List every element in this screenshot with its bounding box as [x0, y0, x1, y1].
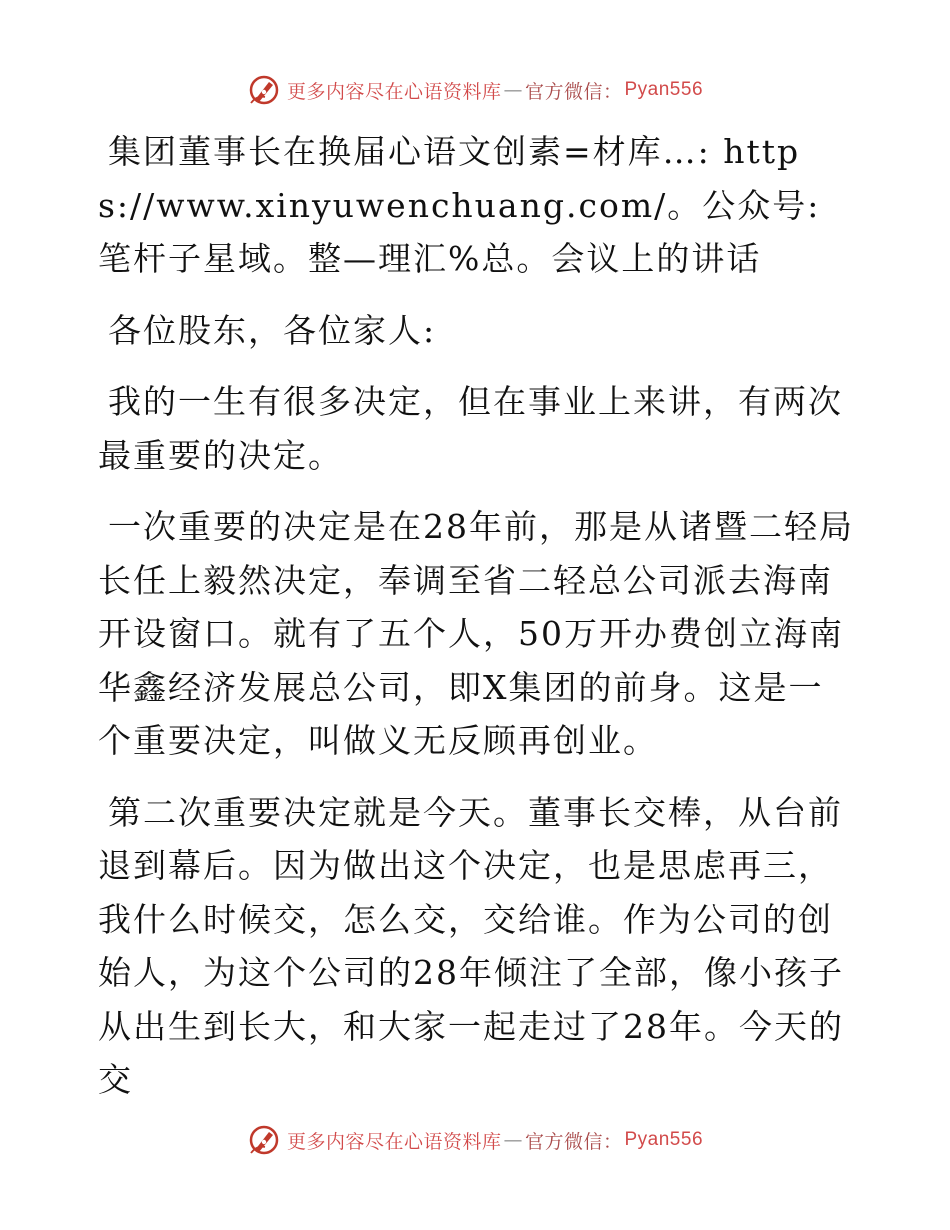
banner-wechat-label: 官方微信： [524, 1130, 623, 1153]
paragraph-first-decision: 一次重要的决定是在28年前，那是从诸暨二轻局长任上毅然决定，奉调至省二轻总公司派去海南开设窗口。就有了五个人，50万开办费创立海南华鑫经济发展总公司，即X集团的前身。这是一个重要决定，叫做义无反顾再创业。 [98, 507, 854, 760]
banner-wechat-handle: Pyan556 [624, 1129, 704, 1150]
banner-text [287, 1127, 703, 1154]
banner-wechat-label: 官方微信： [524, 80, 623, 103]
document-body [98, 125, 858, 1125]
paragraph-salutation: 各位股东，各位家人: [108, 310, 437, 350]
document-title: 集团董事长在换届心语文创素=材库…: https://www.xinyuwenchuang.com/。公众号: 笔杆子星域。整—理汇%总。会议上的讲话 [98, 132, 821, 278]
paragraph-two-decisions: 我的一生有很多决定，但在事业上来讲，有两次最重要的决定。 [98, 382, 843, 475]
footer-banner [0, 1120, 950, 1160]
banner-text [287, 77, 703, 104]
banner-separator: — [503, 1129, 523, 1151]
banner-separator: — [503, 79, 523, 101]
banner-wechat-handle: Pyan556 [624, 79, 704, 100]
header-banner [0, 70, 950, 110]
banner-slogan: 更多内容尽在心语资料库 [286, 80, 502, 103]
pen-circle-logo-icon [247, 73, 281, 107]
pen-circle-logo-icon [247, 1123, 281, 1157]
banner-slogan: 更多内容尽在心语资料库 [286, 1130, 502, 1153]
paragraph-second-decision: 第二次重要决定就是今天。董事长交棒，从台前退到幕后。因为做出这个决定，也是思虑再三，我什么时候交，怎么交，交给谁。作为公司的创始人，为这个公司的28年倾注了全部，像小孩子从出生到长大，和大家一起走过了28年。今天的交 [98, 792, 844, 1099]
